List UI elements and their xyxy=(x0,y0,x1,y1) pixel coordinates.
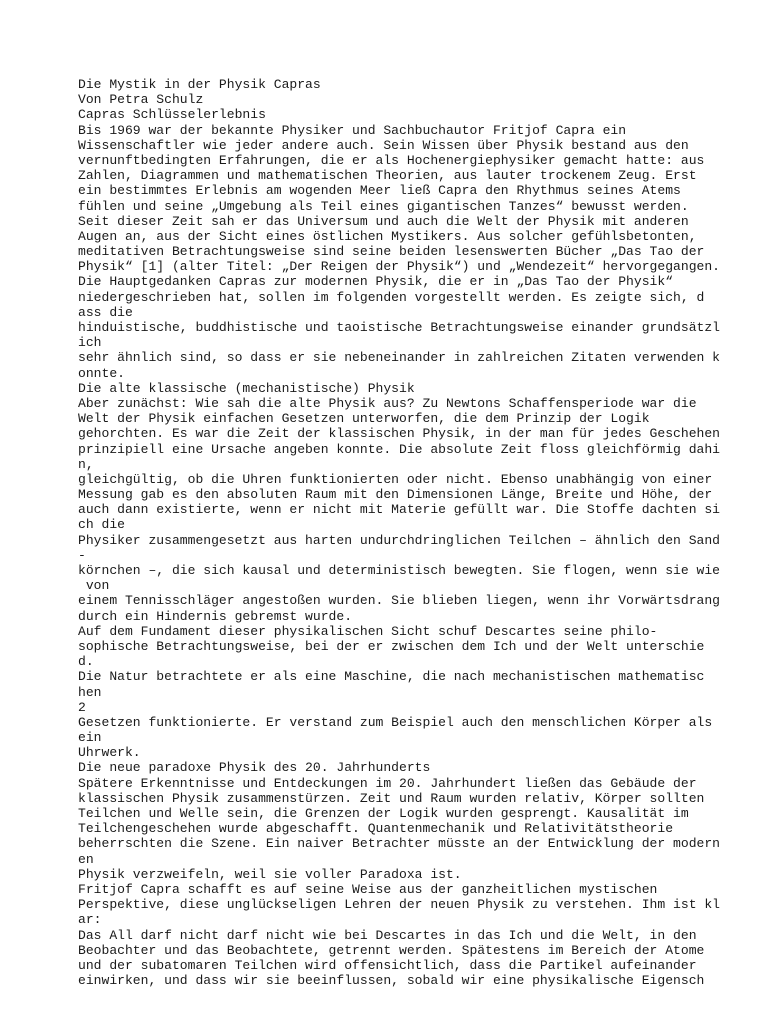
text-line: Das All darf nicht darf nicht wie bei Descartes in das Ich und die Welt, in den xyxy=(78,927,697,943)
text-line: hen xyxy=(78,684,102,700)
text-line: prinzipiell eine Ursache angeben konnte. Die absolute Zeit floss gleichförmig dahi xyxy=(78,441,721,457)
text-line: 2 xyxy=(78,699,86,715)
text-line: en xyxy=(78,851,94,867)
text-line: Fritjof Capra schafft es auf seine Weise aus der ganzheitlichen mystischen xyxy=(78,881,658,897)
text-line: ein bestimmtes Erlebnis am wogenden Meer ließ Capra den Rhythmus seines Atems xyxy=(78,183,681,199)
text-line: Die alte klassische (mechanistische) Physik xyxy=(78,380,415,396)
text-line: durch ein Hindernis gebremst wurde. xyxy=(78,608,353,624)
text-line: gehorchten. Es war die Zeit der klassischen Physik, in der man für jedes Geschehen xyxy=(78,426,721,442)
text-line: Augen an, aus der Sicht eines östlichen Mystikers. Aus solcher gefühlsbetonten, xyxy=(78,228,697,244)
text-line: ass die xyxy=(78,304,133,320)
text-line: Die neue paradoxe Physik des 20. Jahrhunderts xyxy=(78,760,431,776)
text-line: Die Hauptgedanken Capras zur modernen Physik, die er in „Das Tao der Physik“ xyxy=(78,274,674,290)
text-line: onnte. xyxy=(78,365,125,381)
text-line: beherrschten die Szene. Ein naiver Betrachter müsste an der Entwicklung der modern xyxy=(78,836,721,852)
text-line: Messung gab es den absoluten Raum mit den Dimensionen Länge, Breite und Höhe, der xyxy=(78,487,713,503)
text-line: Teilchen und Welle sein, die Grenzen der Logik wurden gesprengt. Kausalität im xyxy=(78,806,689,821)
text-line: Spätere Erkenntnisse und Entdeckungen im 20. Jahrhundert ließen das Gebäude der xyxy=(78,775,697,791)
text-line: hinduistische, buddhistische und taoistische Betrachtungsweise einander grundsätzl xyxy=(78,320,721,335)
text-line: d. xyxy=(78,654,94,670)
text-line: Wissenschaftler wie jeder andere auch. Sein Wissen über Physik bestand aus den xyxy=(78,137,689,153)
text-line: Physik“ [1] (alter Titel: „Der Reigen der Physik“) und „Wendezeit“ hervorgegangen. xyxy=(78,259,721,275)
text-line: meditativen Betrachtungsweise sind seine beiden lesenswerten Bücher „Das Tao der xyxy=(78,244,705,260)
text-line: sehr ähnlich sind, so dass er sie nebeneinander in zahlreichen Zitaten verwenden k xyxy=(78,350,721,366)
text-line: körnchen –, die sich kausal und deterministisch bewegten. Sie flogen, wenn sie wie xyxy=(78,563,721,578)
text-line: ch die xyxy=(78,517,125,533)
text-line: und der subatomaren Teilchen wird offensichtlich, dass die Partikel aufeinander xyxy=(78,957,697,973)
text-line: von xyxy=(78,578,110,594)
text-line: Die Natur betrachtete er als eine Maschine, die nach mechanistischen mathematisc xyxy=(78,669,705,685)
text-line: Teilchengeschehen wurde abgeschafft. Quantenmechanik und Relativitätstheorie xyxy=(78,821,674,837)
document-page xyxy=(78,77,738,988)
text-line: klassischen Physik zusammenstürzen. Zeit und Raum wurden relativ, Körper sollten xyxy=(78,790,705,806)
text-line: fühlen und seine „Umgebung als Teil eines gigantischen Tanzes“ bewusst werden. xyxy=(78,198,689,214)
text-line: ein xyxy=(78,730,102,746)
text-line: ar: xyxy=(78,912,102,928)
text-line: Auf dem Fundament dieser physikalischen Sicht schuf Descartes seine philo- xyxy=(78,623,658,639)
text-line: - xyxy=(78,547,86,563)
text-line: niedergeschrieben hat, sollen im folgenden vorgestellt werden. Es zeigte sich, d xyxy=(78,289,705,305)
text-line: Aber zunächst: Wie sah die alte Physik aus? Zu Newtons Schaffensperiode war die xyxy=(78,395,697,411)
text-line: auch dann existierte, wenn er nicht mit Materie gefüllt war. Die Stoffe dachten si xyxy=(78,502,721,518)
text-line: Die Mystik in der Physik Capras xyxy=(78,77,321,92)
text-line: sophische Betrachtungsweise, bei der er zwischen dem Ich und der Welt unterschie xyxy=(78,638,705,654)
text-line: Seit dieser Zeit sah er das Universum und auch die Welt der Physik mit anderen xyxy=(78,213,689,229)
text-line: Capras Schlüsselerlebnis xyxy=(78,107,266,123)
text-line: vernunftbedingten Erfahrungen, die er als Hochenergiephysiker gemacht hatte: aus xyxy=(78,152,705,168)
text-line: Gesetzen funktionierte. Er verstand zum Beispiel auch den menschlichen Körper als xyxy=(78,714,713,730)
text-line: Bis 1969 war der bekannte Physiker und Sachbuchautor Fritjof Capra ein xyxy=(78,122,627,138)
text-line: einem Tennisschläger angestoßen wurden. Sie blieben liegen, wenn ihr Vorwärtsdrang xyxy=(78,593,721,609)
text-line: Zahlen, Diagrammen und mathematischen Theorien, aus lauter trockenem Zeug. Erst xyxy=(78,168,697,184)
text-line: Welt der Physik einfachen Gesetzen unterworfen, die dem Prinzip der Logik xyxy=(78,411,650,427)
text-line: gleichgültig, ob die Uhren funktionierten oder nicht. Ebenso unabhängig von einer xyxy=(78,471,713,487)
text-line: ich xyxy=(78,335,102,351)
text-line: Physik verzweifeln, weil sie voller Paradoxa ist. xyxy=(78,866,462,882)
text-line: Perspektive, diese unglückseligen Lehren der neuen Physik zu verstehen. Ihm ist kl xyxy=(78,897,721,913)
text-line: n, xyxy=(78,456,94,472)
text-line: Physiker zusammengesetzt aus harten undurchdringlichen Teilchen – ähnlich den Sand xyxy=(78,532,721,548)
text-line: Beobachter und das Beobachtete, getrennt werden. Spätestens im Bereich der Atome xyxy=(78,942,705,958)
text-line: Uhrwerk. xyxy=(78,745,141,761)
text-line: einwirken, und dass wir sie beeinflussen, sobald wir eine physikalische Eigensch xyxy=(78,973,705,989)
text-line: Von Petra Schulz xyxy=(78,92,204,108)
